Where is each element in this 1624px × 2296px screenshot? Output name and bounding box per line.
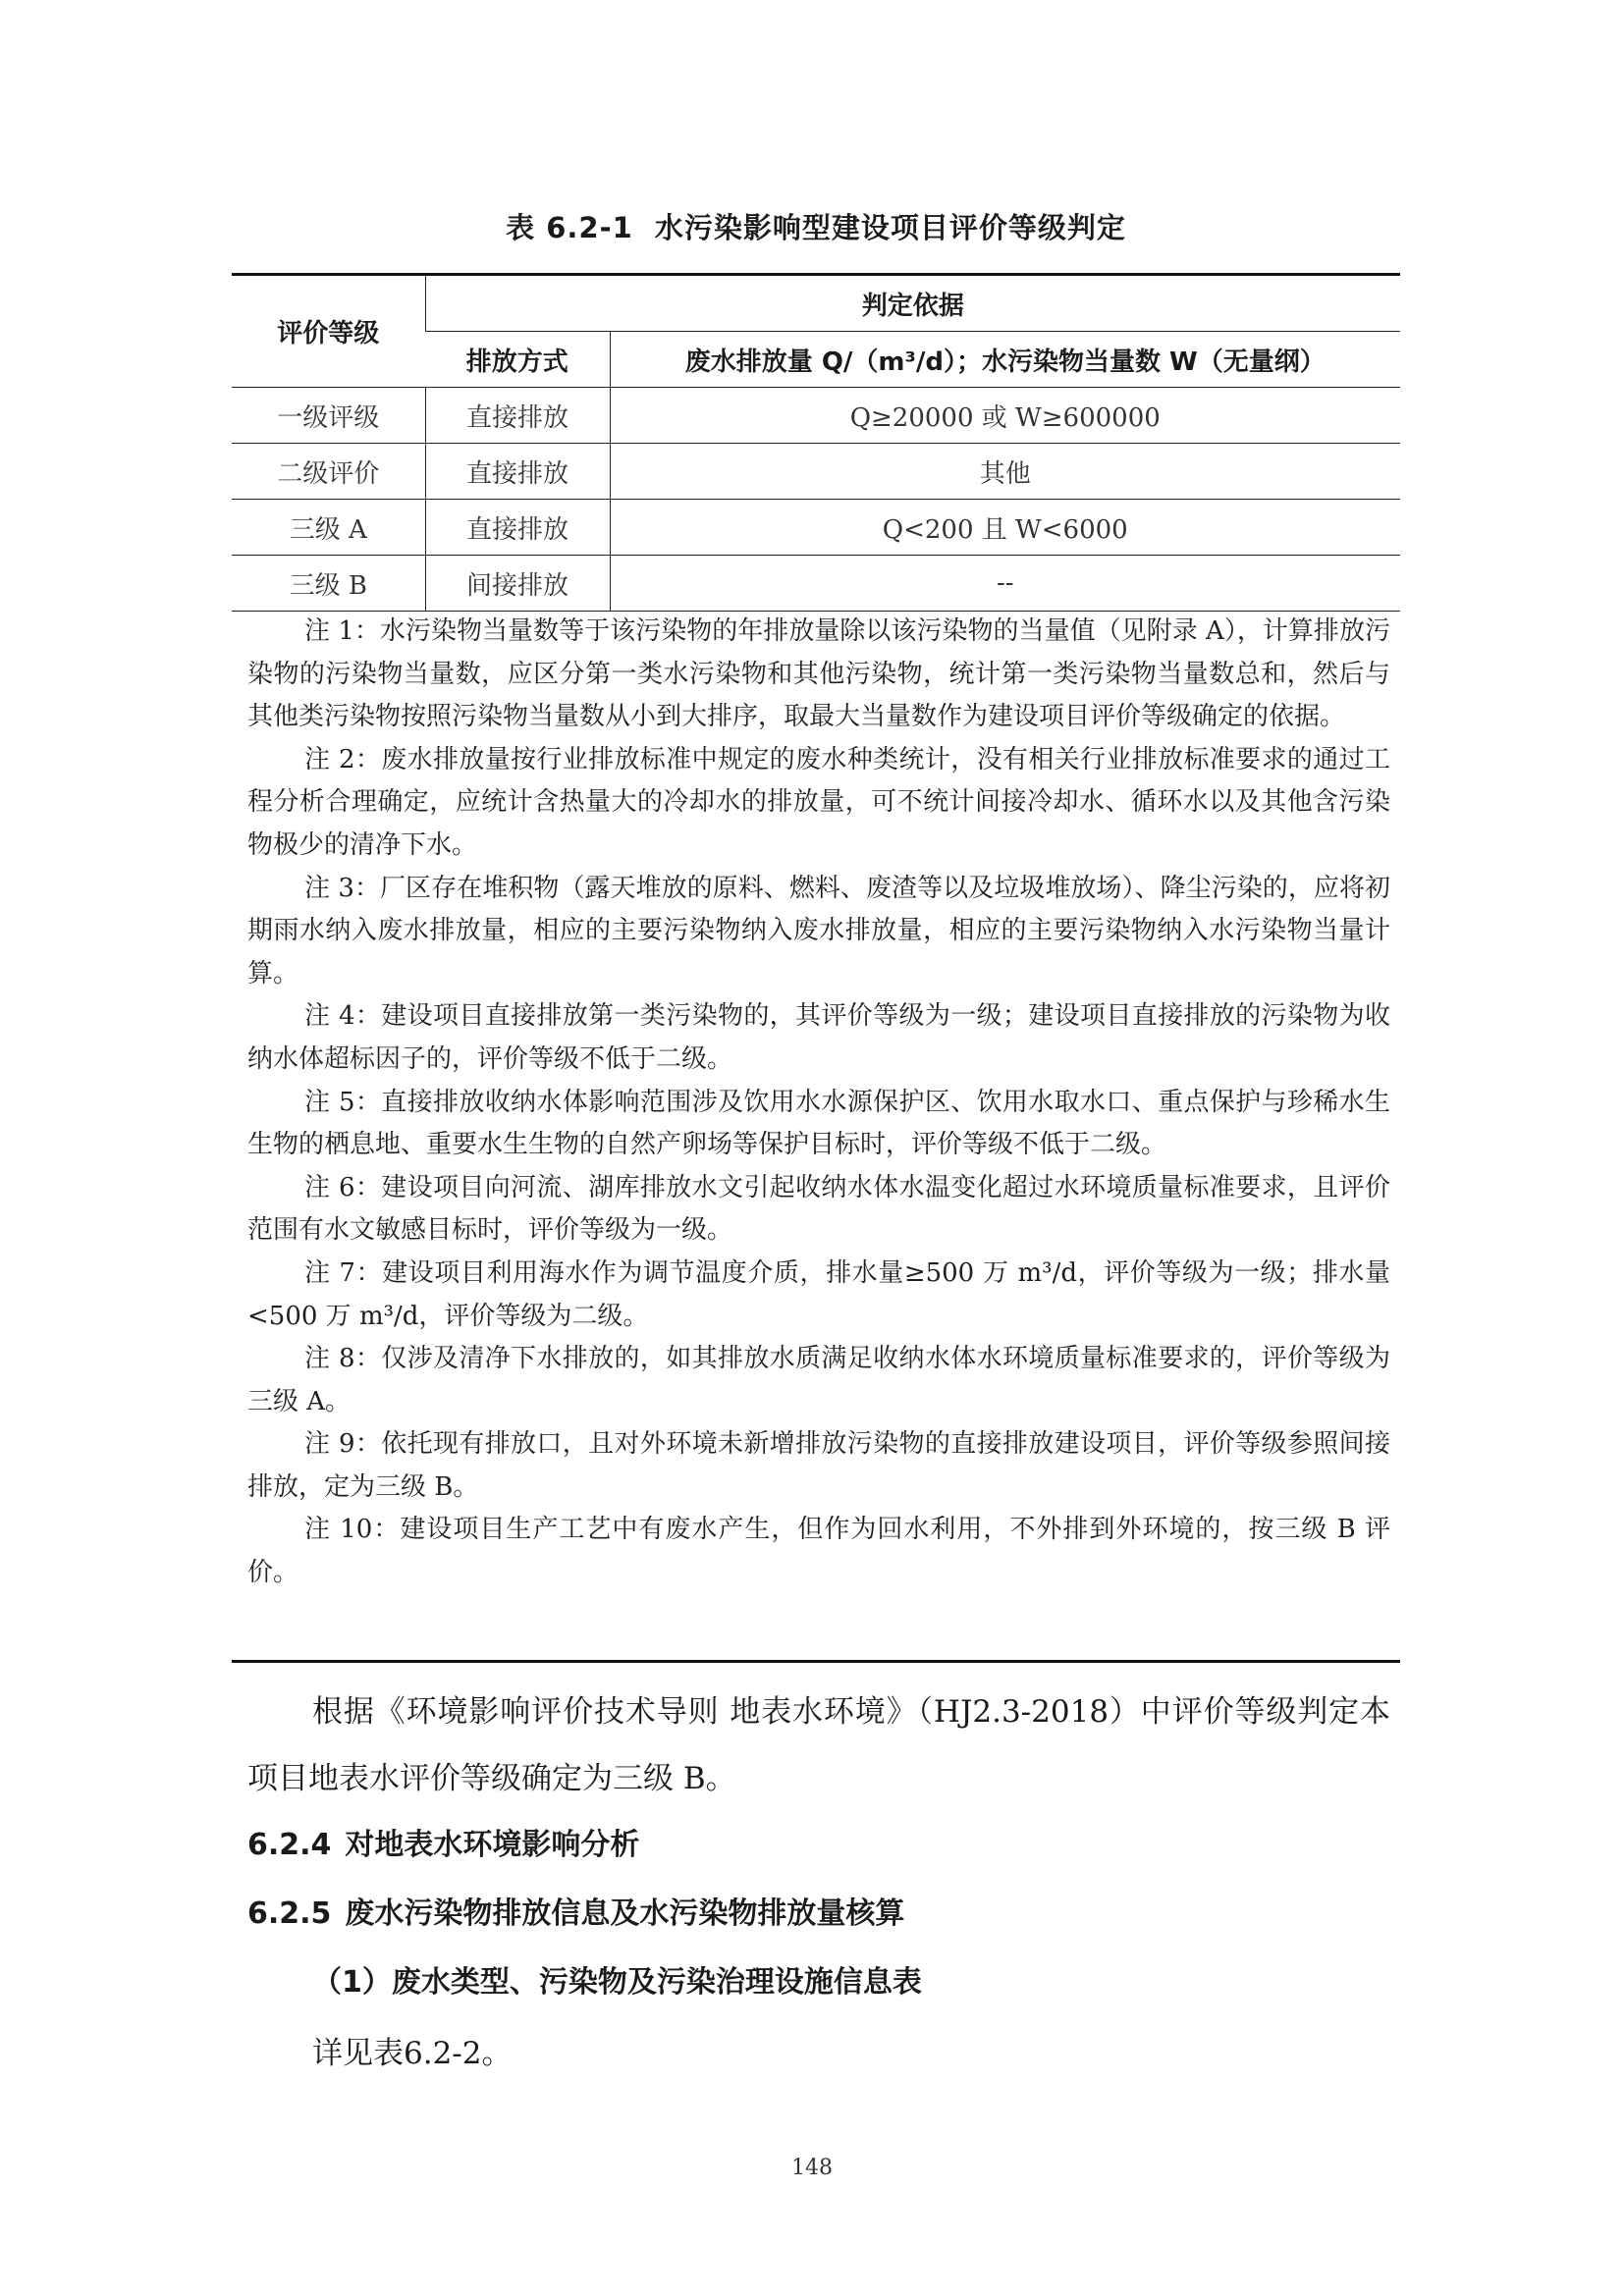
cell-method: 间接排放 <box>425 556 610 612</box>
header-grade: 评价等级 <box>232 275 425 388</box>
note-5: 注 5：直接排放收纳水体影响范围涉及饮用水水源保护区、饮用水取水口、重点保护与珍稀水生生物的栖息地、重要水生生物的自然产卵场等保护目标时，评价等级不低于二级。 <box>247 1087 1390 1160</box>
note-7: 注 7：建设项目利用海水作为调节温度介质，排水量≥500 万 m³/d，评价等级为一级；排水量<500 万 m³/d，评价等级为二级。 <box>247 1257 1390 1331</box>
body-paragraph <box>247 1679 1390 1812</box>
note-9: 注 9：依托现有排放口，且对外环境未新增排放污染物的直接排放建设项目，评价等级参照间接排放，定为三级 B。 <box>247 1429 1390 1502</box>
note-2: 注 2：废水排放量按行业排放标准中规定的废水种类统计，没有相关行业排放标准要求的通过工程分析合理确定，应统计含热量大的冷却水的排放量，可不统计间接冷却水、循环水以及其他含污染物极少的清净下水。 <box>247 744 1390 860</box>
note-10: 注 10：建设项目生产工艺中有废水产生，但作为回水利用，不外排到外环境的，按三级 B 评价。 <box>247 1515 1390 1588</box>
subsection-heading-1: （1）废水类型、污染物及污染治理设施信息表 <box>312 1965 922 2000</box>
table-row <box>232 388 1400 444</box>
cell-criteria: -- <box>610 556 1400 612</box>
section-number: 6.2.5 <box>247 1896 332 1931</box>
cell-grade: 三级 B <box>232 556 425 612</box>
cell-grade: 一级评级 <box>232 388 425 444</box>
cell-criteria: Q<200 且 W<6000 <box>610 500 1400 556</box>
table-caption-title: 水污染影响型建设项目评价等级判定 <box>654 211 1126 244</box>
note-1: 注 1：水污染物当量数等于该污染物的年排放量除以该污染物的当量值（见附录 A），计算排放污染物的污染物当量数，应区分第一类水污染物和其他污染物，统计第一类污染物当量数总和，然后与其他类污染物按照污染物当量数从小到大排序，取最大当量数作为建设项目评价等级确定的依据。 <box>247 616 1390 732</box>
header-method: 排放方式 <box>425 332 610 388</box>
cell-criteria: 其他 <box>610 444 1400 500</box>
section-title: 废水污染物排放信息及水污染物排放量核算 <box>345 1896 905 1931</box>
grade-criteria-table <box>232 273 1400 612</box>
note-4: 注 4：建设项目直接排放第一类污染物的，其评价等级为一级；建设项目直接排放的污染物为收纳水体超标因子的，评价等级不低于二级。 <box>247 1001 1390 1074</box>
cell-method: 直接排放 <box>425 444 610 500</box>
table-row <box>232 444 1400 500</box>
note-8: 注 8：仅涉及清净下水排放的，如其排放水质满足收纳水体水环境质量标准要求的，评价等级为三级 A。 <box>247 1344 1390 1416</box>
table-notes <box>247 611 1390 1595</box>
cell-method: 直接排放 <box>425 500 610 556</box>
table-row <box>232 500 1400 556</box>
section-number: 6.2.4 <box>247 1828 332 1862</box>
note-6: 注 6：建设项目向河流、湖库排放水文引起收纳水体水温变化超过水环境质量标准要求，且评价范围有水文敏感目标时，评价等级为一级。 <box>247 1172 1390 1246</box>
table-bottom-rule <box>232 1660 1400 1663</box>
page-number: 148 <box>791 2156 833 2180</box>
cell-grade: 三级 A <box>232 500 425 556</box>
table-row <box>232 556 1400 612</box>
cell-method: 直接排放 <box>425 388 610 444</box>
section-title: 对地表水环境影响分析 <box>345 1828 640 1862</box>
note-3: 注 3：厂区存在堆积物（露天堆放的原料、燃料、废渣等以及垃圾堆放场）、降尘污染的，应将初期雨水纳入废水排放量，相应的主要污染物纳入废水排放量，相应的主要污染物纳入水污染物当量计算。 <box>247 873 1390 988</box>
table-header-row <box>232 275 1400 332</box>
cell-criteria: Q≥20000 或 W≥600000 <box>610 388 1400 444</box>
section-heading-6-2-4 <box>247 1820 639 1863</box>
table-caption-number: 表 6.2-1 <box>506 211 633 244</box>
header-basis: 判定依据 <box>425 275 1400 332</box>
section-heading-6-2-5 <box>247 1889 904 1932</box>
see-table-text: 详见表6.2-2。 <box>312 2036 513 2071</box>
body-paragraph-text: 根据《环境影响评价技术导则 地表水环境》（HJ2.3-2018）中评价等级判定本项目地表水评价等级确定为三级 B。 <box>247 1694 1390 1796</box>
header-quantity: 废水排放量 Q/（m³/d）；水污染物当量数 W（无量纲） <box>610 332 1400 388</box>
table-caption <box>232 206 1400 246</box>
cell-grade: 二级评价 <box>232 444 425 500</box>
